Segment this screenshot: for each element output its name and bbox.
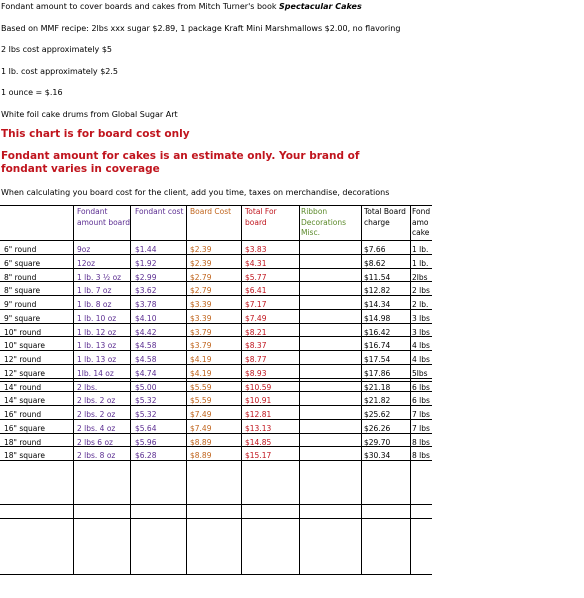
cell-fcost: $5.64: [135, 423, 157, 433]
cell-amount: 1 lb. 10 oz: [77, 313, 117, 323]
cell-amount: 12oz: [77, 258, 96, 268]
intro-line-2: Based on MMF recipe: 2lbs xxx sugar $2.89, 1 package Kraft Mini Marshmallows $2.00, no flavoring: [1, 24, 401, 33]
cell-bcost: $3.39: [190, 313, 212, 323]
header-charge: Total Board charge: [364, 207, 406, 227]
table-rule: [0, 309, 432, 310]
cell-size: 10" round: [4, 327, 42, 337]
cell-charge: $21.82: [364, 396, 391, 406]
cell-bcost: $3.39: [190, 300, 212, 309]
cell-fcost: $4.58: [135, 341, 157, 351]
cell-size: 16" round: [4, 410, 42, 419]
cell-bcost: $2.39: [190, 258, 212, 268]
cell-total: $15.17: [245, 451, 272, 461]
table-col-rule: [361, 205, 362, 574]
table-rule: [0, 405, 432, 406]
table-rule: [0, 240, 432, 241]
cell-size: 6" square: [4, 258, 41, 268]
cell-total: $10.59: [245, 382, 272, 392]
cell-cake: 1 lb.: [412, 245, 429, 254]
cell-amount: 2 lbs. 8 oz: [77, 451, 116, 461]
table-rule: [0, 254, 432, 255]
cell-amount: 2 lbs. 2 oz: [77, 396, 116, 406]
header-cake: Fond amo cake: [412, 207, 431, 237]
cell-cake: 3 lbs: [412, 313, 430, 323]
cell-bcost: $7.49: [190, 410, 212, 419]
table-rule: [0, 460, 432, 461]
cell-amount: 9oz: [77, 245, 91, 254]
intro-line-7: When calculating you board cost for the client, add you time, taxes on merchandise, decorations: [1, 188, 390, 197]
cell-size: 18" round: [4, 437, 42, 447]
cell-cake: 8 lbs: [412, 451, 430, 461]
cell-bcost: $7.49: [190, 423, 212, 433]
cell-amount: 2 lbs.: [77, 382, 98, 392]
cell-fcost: $5.32: [135, 396, 157, 406]
cell-bcost: $5.59: [190, 396, 212, 406]
cell-amount: 1 lb. 13 oz: [77, 355, 117, 364]
cell-total: $13.13: [245, 423, 272, 433]
cell-size: 6" round: [4, 245, 37, 254]
cell-charge: $30.34: [364, 451, 391, 461]
cell-fcost: $3.62: [135, 286, 157, 296]
table-rule: [0, 323, 432, 324]
cell-bcost: $3.79: [190, 327, 212, 337]
cell-bcost: $3.79: [190, 341, 212, 351]
cell-cake: 8 lbs: [412, 437, 430, 447]
notice-board-only: This chart is for board cost only: [1, 128, 190, 140]
cell-size: 9" square: [4, 313, 41, 323]
cell-size: 12" round: [4, 355, 42, 364]
cell-amount: 1lb. 14 oz: [77, 368, 114, 378]
table-rule: [0, 378, 432, 379]
cell-total: $8.37: [245, 341, 267, 351]
cell-amount: 1 lb. 13 oz: [77, 341, 117, 351]
cell-bcost: $2.79: [190, 286, 212, 296]
cell-cake: 7 lbs: [412, 423, 430, 433]
cell-bcost: $8.89: [190, 437, 212, 447]
cell-charge: $14.98: [364, 313, 391, 323]
cell-size: 12" square: [4, 368, 45, 378]
book-title: Spectacular Cakes: [279, 2, 362, 11]
cell-fcost: $2.99: [135, 272, 157, 282]
cell-bcost: $2.79: [190, 272, 212, 282]
notice-fondant-estimate: Fondant amount for cakes is an estimate only. Your brand of fondant varies in coverage: [1, 150, 360, 175]
cell-cake: 5lbs: [412, 368, 428, 378]
header-ribbon: Ribbon Decorations Misc.: [301, 207, 347, 237]
header-fcost: Fondant cost: [135, 207, 184, 216]
cell-total: $8.93: [245, 368, 267, 378]
cell-charge: $16.74: [364, 341, 391, 351]
table-rule: [0, 350, 432, 351]
cell-size: 9" round: [4, 300, 37, 309]
cell-total: $5.77: [245, 272, 267, 282]
intro-line-5: 1 ounce = $.16: [1, 88, 63, 97]
cell-amount: 1 lb. 8 oz: [77, 300, 112, 309]
table-rule: [0, 419, 432, 420]
cell-total: $7.17: [245, 300, 267, 309]
cell-size: 14" square: [4, 396, 45, 406]
cell-cake: 2lbs: [412, 272, 428, 282]
cell-fcost: $4.58: [135, 355, 157, 364]
cell-cake: 7 lbs: [412, 410, 430, 419]
cell-charge: $17.86: [364, 368, 391, 378]
table-col-rule: [130, 205, 131, 574]
cell-bcost: $4.19: [190, 355, 212, 364]
cell-total: $14.85: [245, 437, 272, 447]
cell-amount: 1 lb. 12 oz: [77, 327, 117, 337]
table-rule: [0, 446, 432, 447]
cell-fcost: $5.96: [135, 437, 157, 447]
table-rule: [0, 205, 432, 206]
cell-total: $10.91: [245, 396, 272, 406]
intro-line-1: [1, 2, 362, 12]
table-rule: [0, 518, 432, 519]
cell-charge: $8.62: [364, 258, 386, 268]
cell-size: 14" round: [4, 382, 42, 392]
cell-bcost: $2.39: [190, 245, 212, 254]
cell-fcost: $5.32: [135, 410, 157, 419]
cell-total: $8.77: [245, 355, 267, 364]
intro-line-4: 1 lb. cost approximately $2.5: [1, 67, 119, 76]
table-col-rule: [299, 205, 300, 574]
cell-cake: 4 lbs: [412, 341, 430, 351]
cell-cake: 2 lbs: [412, 286, 430, 296]
cell-fcost: $3.78: [135, 300, 157, 309]
header-amount: Fondant amount board: [77, 207, 130, 227]
cell-total: $6.41: [245, 286, 267, 296]
cell-total: $3.83: [245, 245, 267, 254]
cell-charge: $11.54: [364, 272, 391, 282]
cell-bcost: $5.59: [190, 382, 212, 392]
table-col-rule: [73, 205, 74, 574]
cell-bcost: $8.89: [190, 451, 212, 461]
table-rule: [0, 391, 432, 392]
table-col-rule: [241, 205, 242, 574]
table-col-rule: [186, 205, 187, 574]
cell-total: $8.21: [245, 327, 267, 337]
cell-charge: $14.34: [364, 300, 391, 309]
cell-charge: $25.62: [364, 410, 391, 419]
cell-charge: $7.66: [364, 245, 386, 254]
cell-total: $7.49: [245, 313, 267, 323]
cell-charge: $26.26: [364, 423, 391, 433]
table-rule: [0, 381, 432, 382]
table-rule: [0, 281, 432, 282]
cell-amount: 2 lbs. 2 oz: [77, 410, 116, 419]
cell-amount: 1 lb. 3 ½ oz: [77, 272, 122, 282]
cell-charge: $29.70: [364, 437, 391, 447]
cell-fcost: $1.44: [135, 245, 157, 254]
cell-fcost: $4.42: [135, 327, 157, 337]
cell-fcost: $5.00: [135, 382, 157, 392]
cell-fcost: $4.74: [135, 368, 157, 378]
cell-charge: $12.82: [364, 286, 391, 296]
cell-cake: 2 lb.: [412, 300, 429, 309]
cell-total: $4.31: [245, 258, 267, 268]
cell-charge: $16.42: [364, 327, 391, 337]
table-rule: [0, 336, 432, 337]
cell-total: $12.81: [245, 410, 272, 419]
table-rule: [0, 574, 432, 575]
cell-size: 16" square: [4, 423, 45, 433]
cell-charge: $21.18: [364, 382, 391, 392]
cell-cake: 1 lb.: [412, 258, 429, 268]
table-col-rule: [410, 205, 411, 574]
cell-size: 8" square: [4, 286, 41, 296]
cell-fcost: $6.28: [135, 451, 157, 461]
cell-fcost: $1.92: [135, 258, 157, 268]
cell-amount: 2 lbs. 4 oz: [77, 423, 116, 433]
cell-fcost: $4.10: [135, 313, 157, 323]
intro-line-1-text: Fondant amount to cover boards and cakes from Mitch Turner's book: [1, 2, 280, 11]
header-bcost: Board Cost: [190, 207, 232, 216]
cell-cake: 6 lbs: [412, 396, 430, 406]
table-rule: [0, 268, 432, 269]
intro-line-6: White foil cake drums from Global Sugar Art: [1, 110, 178, 119]
cell-cake: 4 lbs: [412, 355, 430, 364]
cell-size: 10" square: [4, 341, 45, 351]
table-rule: [0, 433, 432, 434]
cell-size: 8" round: [4, 272, 37, 282]
table-rule: [0, 504, 432, 505]
cell-bcost: $4.19: [190, 368, 212, 378]
header-total: Total For board: [245, 207, 277, 227]
cell-charge: $17.54: [364, 355, 391, 364]
table-rule: [0, 364, 432, 365]
cell-cake: 6 lbs: [412, 382, 430, 392]
intro-line-3: 2 lbs cost approximately $5: [1, 45, 112, 54]
cell-amount: 1 lb. 7 oz: [77, 286, 112, 296]
cell-cake: 3 lbs: [412, 327, 430, 337]
table-rule: [0, 295, 432, 296]
cell-size: 18" square: [4, 451, 45, 461]
cell-amount: 2 lbs 6 oz: [77, 437, 113, 447]
